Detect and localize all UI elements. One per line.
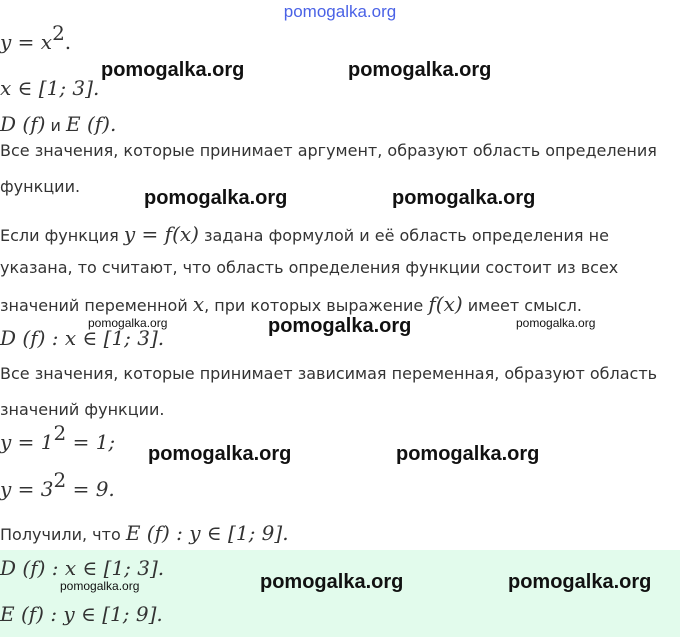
function-end: . [64, 30, 72, 54]
given-domain [0, 76, 99, 100]
watermark: pomogalka.org [392, 187, 536, 209]
rule-3-suffix: имеет смысл. [462, 296, 582, 315]
answer-range-math: E (f) : y ∈ [1; 9]. [0, 602, 163, 626]
calc-1-rhs: = 1; [66, 430, 116, 454]
header-watermark[interactable]: pomogalka.org [283, 2, 397, 21]
rule-1-suffix: задана формулой и её область определения не [198, 226, 609, 245]
function-exponent: 2 [52, 21, 65, 45]
watermark: pomogalka.org [268, 315, 412, 337]
rule-3-prefix: значений переменной [0, 296, 193, 315]
watermark: pomogalka.org [348, 59, 492, 81]
watermark: pomogalka.org [508, 571, 652, 593]
question-e: E (f). [65, 112, 117, 136]
calculation-2 [0, 468, 115, 501]
range-definition-line-2: значений функции. [0, 400, 165, 419]
calc-1-lhs: y = 1 [0, 430, 54, 454]
task-question [0, 112, 116, 136]
question-conjunction: и [45, 116, 66, 135]
function-lhs: y = x [0, 30, 53, 54]
given-domain-math: x ∈ [1; 3]. [0, 76, 100, 100]
rule-3-middle: , при которых выражение [204, 296, 429, 315]
calc-2-exponent: 2 [53, 468, 67, 492]
calculation-1 [0, 421, 116, 454]
watermark: pomogalka.org [144, 187, 288, 209]
range-result-math: E (f) : y ∈ [1; 9]. [125, 521, 289, 545]
domain-definition-line-2: функции. [0, 177, 81, 196]
watermark: pomogalka.org [260, 571, 404, 593]
answer-domain-math: D (f) : x ∈ [1; 3]. [0, 556, 165, 580]
range-result-prefix: Получили, что [0, 525, 126, 544]
calc-2-lhs: y = 3 [0, 477, 54, 501]
calc-1-exponent: 2 [53, 421, 67, 445]
function-definition [0, 21, 72, 54]
answer-domain [0, 556, 164, 580]
range-result [0, 521, 289, 545]
calc-2-rhs: = 9. [66, 477, 115, 501]
watermark-small: pomogalka.org [60, 579, 140, 593]
watermark-small: pomogalka.org [516, 316, 596, 330]
rule-line-3 [0, 292, 582, 316]
watermark-small: pomogalka.org [88, 316, 168, 330]
watermark: pomogalka.org [396, 443, 540, 465]
rule-line-2: указана, то считают, что область определения функции состоит из всех [0, 258, 619, 277]
rule-1-math: y = f(x) [123, 222, 199, 246]
domain-result-math: D (f) : x ∈ [1; 3]. [0, 326, 165, 350]
question-d: D (f) [0, 112, 46, 136]
rule-1-prefix: Если функция [0, 226, 124, 245]
answer-range [0, 602, 163, 626]
domain-definition-line-1: Все значения, которые принимает аргумент, образуют область определения [0, 141, 657, 160]
watermark: pomogalka.org [148, 443, 292, 465]
rule-3-variable: x [192, 292, 205, 316]
watermark: pomogalka.org [101, 59, 245, 81]
rule-line-1 [0, 222, 609, 246]
range-definition-line-1: Все значения, которые принимает зависимая переменная, образуют область [0, 364, 658, 383]
rule-3-expression: f(x) [428, 292, 463, 316]
